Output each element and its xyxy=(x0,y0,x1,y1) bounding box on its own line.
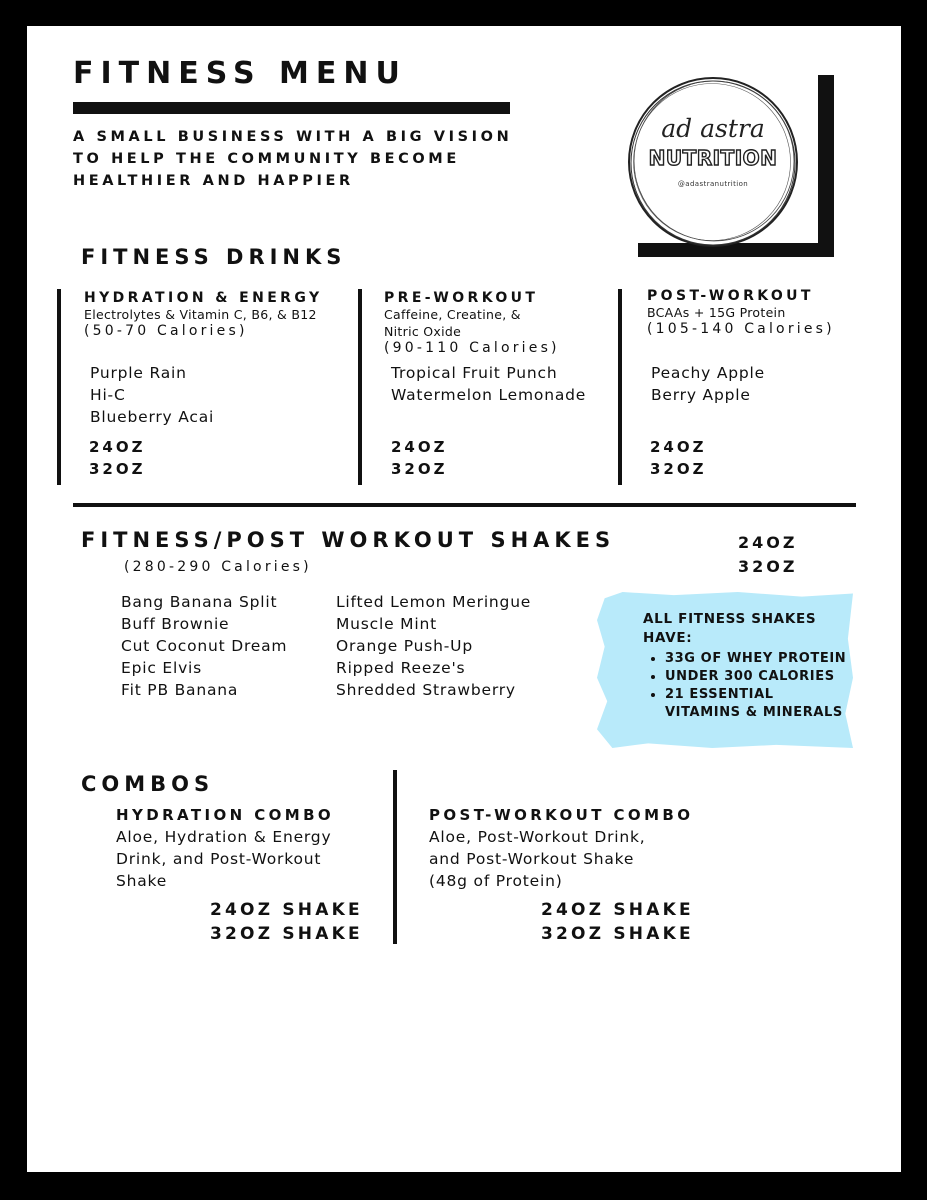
brand-logo xyxy=(625,74,801,250)
section-divider xyxy=(73,503,856,507)
combo-desc-line: Aloe, Post-Workout Drink, xyxy=(429,828,646,846)
combo-2-sizes xyxy=(541,898,694,946)
combos-heading: COMBOS xyxy=(81,772,215,796)
bullet-continuation: VITAMINS & MINERALS xyxy=(665,705,843,720)
drinks-col-hydration xyxy=(84,290,359,339)
drinks-col-2-calories: (90-110 Calories) xyxy=(384,340,560,356)
list-item: Muscle Mint xyxy=(336,615,437,633)
list-item: Peachy Apple xyxy=(651,364,765,382)
combo-desc-line: Drink, and Post-Workout xyxy=(116,850,322,868)
list-item: Bang Banana Split xyxy=(121,593,278,611)
list-item: Buff Brownie xyxy=(121,615,230,633)
list-item: Berry Apple xyxy=(651,386,751,404)
size-option: 32OZ xyxy=(738,557,798,576)
drinks-heading: FITNESS DRINKS xyxy=(81,245,347,269)
combo-desc-line: Aloe, Hydration & Energy xyxy=(116,828,332,846)
logo-script-text: ad astra xyxy=(661,114,765,143)
drinks-col-3-sizes xyxy=(650,436,707,480)
drinks-col-3-items xyxy=(651,362,765,406)
list-item: Shredded Strawberry xyxy=(336,681,516,699)
list-item: Purple Rain xyxy=(90,364,187,382)
combo-desc-line: and Post-Workout Shake xyxy=(429,850,635,868)
list-item: Hi-C xyxy=(90,386,126,404)
combo-2-title: POST-WORKOUT COMBO xyxy=(429,806,694,824)
size-option: 32OZ SHAKE xyxy=(210,924,363,944)
combo-desc-line: Shake xyxy=(116,872,168,890)
bullet-item: • 33G OF WHEY PROTEIN xyxy=(665,650,846,668)
drinks-col-3-bar xyxy=(618,289,622,485)
size-option: 32OZ xyxy=(89,460,146,478)
list-item: Epic Elvis xyxy=(121,659,203,677)
list-item: Watermelon Lemonade xyxy=(391,386,587,404)
drinks-col-2-bar xyxy=(358,289,362,485)
combo-1-sizes xyxy=(210,898,363,946)
drinks-col-3-title: POST-WORKOUT xyxy=(647,288,814,304)
callout-bullets xyxy=(643,650,846,704)
list-item: Orange Push-Up xyxy=(336,637,473,655)
drinks-col-2-items xyxy=(391,362,586,406)
list-item: Ripped Reeze's xyxy=(336,659,466,677)
combo-1-desc xyxy=(116,826,334,892)
tagline xyxy=(73,126,512,192)
drinks-col-3-desc: BCAAs + 15G Protein xyxy=(647,305,786,320)
drinks-col-2-title: PRE-WORKOUT xyxy=(384,290,539,306)
combo-1-title: HYDRATION COMBO xyxy=(116,806,335,824)
size-option: 24OZ xyxy=(89,438,146,456)
logo-wordmark: NUTRITION xyxy=(648,146,778,170)
title-underline xyxy=(73,102,510,114)
size-option: 24OZ xyxy=(391,438,448,456)
drinks-col-2-desc-2: Nitric Oxide xyxy=(384,324,462,339)
bullet-item: • 21 ESSENTIAL xyxy=(665,686,846,704)
page-title: FITNESS MENU xyxy=(73,56,407,91)
drinks-col-3-calories: (105-140 Calories) xyxy=(647,321,835,337)
callout-title: ALL FITNESS SHAKES xyxy=(643,611,817,627)
bullet-item: • UNDER 300 CALORIES xyxy=(665,668,846,686)
callout-title-2: HAVE: xyxy=(643,630,693,646)
drinks-col-1-sizes xyxy=(89,436,146,480)
drinks-col-1-bar xyxy=(57,289,61,485)
shakes-list-right xyxy=(336,591,531,701)
drinks-col-1-title: HYDRATION & ENERGY xyxy=(84,290,323,306)
drinks-col-2-desc-1: Caffeine, Creatine, & xyxy=(384,307,521,322)
combo-hydration xyxy=(116,806,334,892)
tagline-line-3: HEALTHIER AND HAPPIER xyxy=(73,173,354,189)
size-option: 32OZ xyxy=(650,460,707,478)
logo-frame-vertical xyxy=(818,75,834,257)
list-item: Fit PB Banana xyxy=(121,681,239,699)
tagline-line-2: TO HELP THE COMMUNITY BECOME xyxy=(73,151,460,167)
size-option: 32OZ xyxy=(391,460,448,478)
drinks-col-preworkout xyxy=(384,290,614,356)
combo-postworkout xyxy=(429,806,693,892)
drinks-col-1-items xyxy=(90,362,214,428)
list-item: Lifted Lemon Meringue xyxy=(336,593,532,611)
size-option: 24OZ SHAKE xyxy=(210,900,363,920)
combos-divider xyxy=(393,770,397,944)
shake-benefits-callout xyxy=(597,592,853,748)
shakes-list-left xyxy=(121,591,287,701)
list-item: Cut Coconut Dream xyxy=(121,637,288,655)
size-option: 24OZ SHAKE xyxy=(541,900,694,920)
shakes-calories: (280-290 Calories) xyxy=(124,559,312,575)
shakes-heading: FITNESS/POST WORKOUT SHAKES xyxy=(81,528,616,552)
list-item: Tropical Fruit Punch xyxy=(391,364,558,382)
size-option: 24OZ xyxy=(738,533,798,552)
combo-2-desc xyxy=(429,826,693,892)
drinks-col-1-calories: (50-70 Calories) xyxy=(84,323,248,339)
drinks-col-2-sizes xyxy=(391,436,448,480)
list-item: Blueberry Acai xyxy=(90,408,215,426)
logo-handle: @adastranutrition xyxy=(677,180,749,188)
shakes-sizes xyxy=(738,531,797,579)
menu-page xyxy=(27,26,901,1172)
callout-text xyxy=(643,610,846,722)
drinks-col-postworkout xyxy=(647,288,877,337)
size-option: 32OZ SHAKE xyxy=(541,924,694,944)
drinks-col-1-desc: Electrolytes & Vitamin C, B6, & B12 xyxy=(84,307,317,322)
size-option: 24OZ xyxy=(650,438,707,456)
tagline-line-1: A SMALL BUSINESS WITH A BIG VISION xyxy=(73,129,513,145)
combo-desc-line: (48g of Protein) xyxy=(429,872,563,890)
